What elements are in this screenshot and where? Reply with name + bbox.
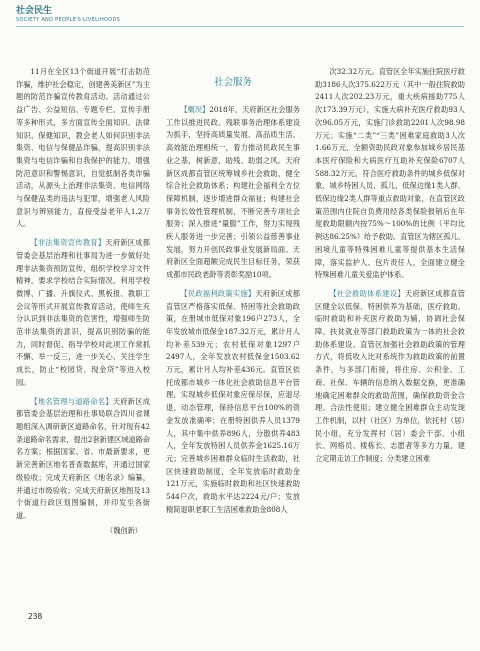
heading-aid-system: 【社会救助体系建设】	[329, 288, 405, 298]
section-title: 社会服务	[213, 77, 252, 88]
heading-illegal-fundraising: 【非法集资宣传教育】	[30, 238, 106, 248]
header-subtitle: SOCIETY AND PEOPLE'S LIVELIHOODS	[16, 17, 121, 23]
paragraph-place-names	[16, 396, 150, 523]
text-overview: 2018年，天府新区社会服务工作以推进民政、残联事务治理体系建设为抓手，坚持高质量发展、高品质生活、高效能治理相统一，着力推动民政民生事业之基，树新意，助残、助弱之风。天府新区成都直管区统筹城乡社会救助，健全综合社会救助体系；构建社会福利全方位保障机制，逐步增进群众福祉；构建社会事务长效性管理机制，不断完善专项社会服务；深入推进“量服”工作，努力实现残疾人服务进一步完善；引领公益慈善事业发展，努力开创民政事业发展新局面。天府新区全面超额完成民生目标任务，荣获成都市民政老龄等表彰奖励10项。	[166, 105, 300, 280]
heading-overview: 【概况】	[180, 105, 210, 114]
page-header	[16, 6, 120, 24]
paragraph-welfare-policy	[166, 288, 300, 517]
paragraph-fraud-prevention: 11月在全区13个街道开展“打击防范诈骗，维护社会稳定，创建善美新区”为主题的防范诈骗宣传教育活动。活动通过公益广告、公益短信、专题专栏、宣传手册等多种形式，多方面宣传全面知识、法律知识、保健知识，教会老人如何识别非法集资、电信与保健品诈骗，提高识别非法集资与电信诈骗和自我保护的能力，增强防范意识和警惕意识，自觉抵制各类诈骗活动，从源头上治理非法集资、电信网络与保健品类的违法与犯罪，增强老人风险意识与辨别能力，直接受益老年人1.2万人。	[16, 67, 150, 229]
paragraph-aid-system	[315, 288, 465, 466]
column-right	[315, 66, 465, 466]
text-aid-system: 天府新区成都直管区健全以低保、特困供养为基础，医疗救助、临时救助和补充医疗救助为辅，协调社会保障、扶贫就业等部门救助政策为一体的社会救助体系建设。直管区加强社会救助政策的管理方式，将低收入比对系统作为救助政策的前置条件，与多部门衔接，将住房、公积金、工商、社保、车辆的信息纳入数据交换，更准确地确定困难群众的救助范围，确保救助资金合理、合法性使用；建立健全困难群众主动发现工作机制，以村（社区）为单位，依托村（居）民小组，充分发挥村（居）委会干部、小组长、网格员、楼栋长、志愿者等多方力量，建立定期走访工作制度；分类建立困难	[315, 288, 465, 464]
page-number: 238	[28, 612, 43, 621]
column-middle	[166, 66, 300, 517]
heading-welfare-policy: 【民政福利政策实施】	[180, 288, 256, 298]
heading-place-names: 【地名管理与道路命名】	[30, 396, 113, 406]
header-rule	[16, 26, 464, 27]
author-signature: （魏创新）	[106, 525, 142, 535]
text-welfare-policy: 天府新区成都直管区严格落实低保、特困等社会救助政策，在册城市低保对象196户273人，全年发放城市低保金187.32万元，累计月人均补差539元；农村低保对象1297户2497人，全年发放农村低保金1503.62万元，累计月人均补差436元。直管区依托成都市城乡一体化社会救助信息平台管理，实现城乡低保对象应保尽保，应退尽退，动态管理，保持信息平台100%的资金发放准确率；在册特困供养人员1379人，其中集中供养896人，分散供养483人，全年发放特困人员供养金1625.16万元；完善城乡困难群众临时生活救助，社区快速救助制度，全年发放临时救助金121万元，实施临时救助和社区快速救助544户次，救助水平达2224元/户；发放精简退职老职工生活困难救助金808人	[166, 288, 300, 514]
header-title: 社会民生	[16, 6, 53, 16]
column-left	[16, 66, 150, 537]
text-place-names: 天府新区成都管委会基层治理和社事局联合四川省课题组深入调研新区道路命名，针对现有42条道路命名需求，提出2套新建区域道路命名方案；根据国家、省、市最新要求，更新完善新区地名普查数据库，开通过国家级验收；完成天府新区《地名录》编纂，并通过市级验收；完成天府新区地图及13个街道行政区划图编制，并印发至各街道。	[16, 396, 150, 520]
paragraph-illegal-fundraising	[16, 237, 150, 389]
paragraph-medical-aid: 次32.32万元。直管区全年实施住院医疗救助3186人次375.622万元（其中一般住院救助2411人次202.23万元，重大疾病援助775人次173.39万元），实施大病补充医疗救助93人次96.05万元，实施门诊救助2201人次98.98万元；实施“二类”“三类”困难家庭救助3人次1.66万元，全额资助民政对象参加城乡居民基本医疗保险和大病医疗互助补充保险6707人588.32万元，符合医疗救助条件的城乡低保对象、城乡特困人员、孤儿、低保边缘1类人群、低保边缘2类人群等重点救助对象，在直管区政策范围内住院自负费用经各类保险报销后在年度救助限额内按75%～100%的比例（平均比例达86.25%）给予救助。直管区为辖区孤儿、困境儿童等特殊困难儿童等提供基本生活保障，落实监护人、包片责任人，全面建立健全特殊困难儿童关爱监护体系。	[315, 67, 465, 280]
text-illegal-fundraising: 天府新区成都管委会基层治理和社事局为进一步做好处理非法集资预防宣传，组织学校学习文件精神，要求学校结合实际情况，利用学校微博、广播、升旗仪式、黑板报、教职工会议等形式开展宣传教育活动，使师生充分认识到非法集资的危害性，增强师生防范非法集资的意识，提高识别防骗的能力，同时督促、指导学校对此项工作常抓不懈、举一反三，进一步关心、关注学生成长，防止“校园贷、现金贷”等进入校园。	[16, 238, 150, 387]
paragraph-overview	[166, 104, 300, 282]
